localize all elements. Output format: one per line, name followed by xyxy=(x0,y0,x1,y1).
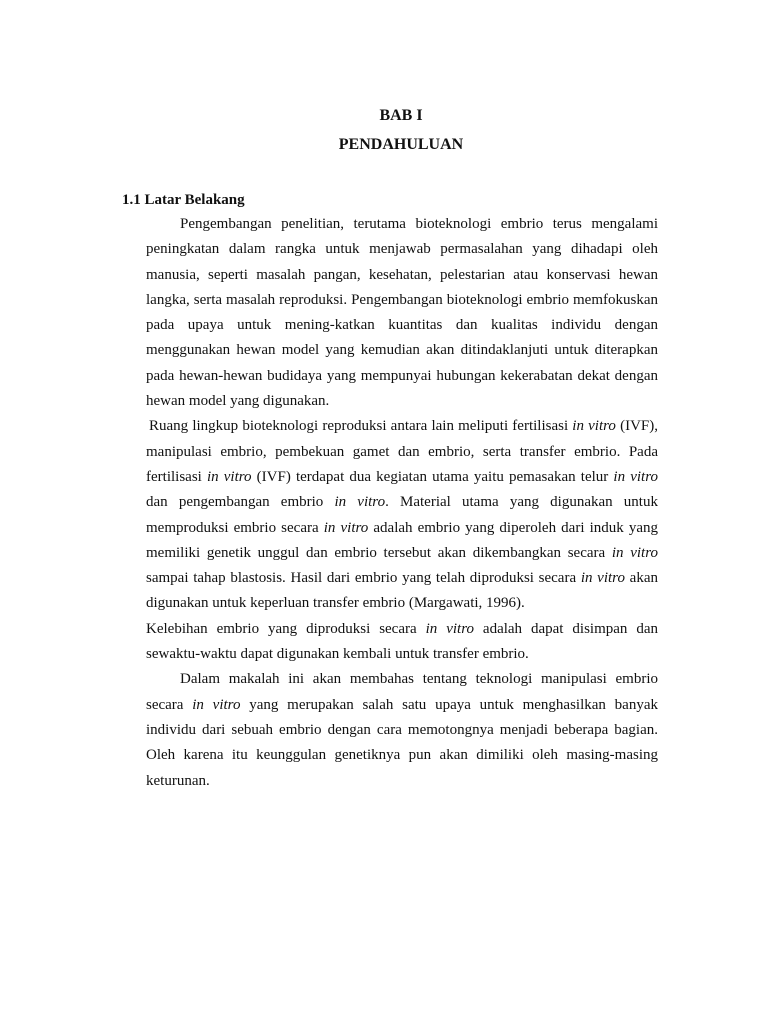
italic-term: in vitro xyxy=(334,494,386,511)
italic-term: in vitro xyxy=(611,544,658,561)
italic-term: in vitro xyxy=(613,468,658,485)
paragraph-text: (IVF), manipulasi embrio, pembekuan gamet dan embrio, serta transfer embrio. Pada fertilisasi xyxy=(146,418,659,485)
body-text xyxy=(146,212,658,794)
paragraph-1: Pengembangan penelitian, terutama bioteknologi embrio terus mengalami peningkatan dalam rangka untuk menjawab permasalahan yang dihadapi oleh manusia, seperti masalah pangan, kesehatan, pelestarian atau konservasi hewan langka, serta masalah reproduksi. Pengembangan bioteknologi embrio memfokuskan pada upaya untuk mening-katkan kuantitas dan kualitas individu dengan menggunakan hewan model yang kemudian akan ditindaklanjuti untuk diterapkan pada hewan-hewan budidaya yang mempunyai hubungan kekerabatan dekat dengan hewan model yang digunakan. xyxy=(146,216,658,410)
section-heading: 1.1 Latar Belakang xyxy=(122,192,245,208)
italic-term: in vitro xyxy=(192,696,241,713)
paragraph-text: adalah dapat disimpan dan sewaktu-waktu dapat digunakan kembali untuk transfer embrio. xyxy=(146,620,659,663)
paragraph-3 xyxy=(146,617,658,668)
paragraph-text: yang merupakan salah satu upaya untuk menghasilkan banyak individu dari sebuah embrio dengan cara memotongnya menjadi beberapa bagian. Oleh karena itu keunggulan genetiknya pun akan dimiliki oleh masing-masing keturunan. xyxy=(146,696,658,789)
chapter-number: BAB I xyxy=(379,107,423,124)
paragraph-2 xyxy=(146,414,658,616)
italic-term: in vitro xyxy=(580,570,625,587)
paragraph-text: (IVF) terdapat dua kegiatan utama yaitu pemasakan telur xyxy=(251,468,614,485)
paragraph-text: adalah embrio yang diperoleh dari induk yang memiliki genetik unggul dan embrio tersebut akan dikembangkan secara xyxy=(146,519,659,561)
italic-term: in vitro xyxy=(206,468,252,485)
paragraph-text: akan digunakan untuk keperluan transfer embrio (Margawati, 1996). xyxy=(146,570,658,612)
paragraph-text: Dalam makalah ini akan membahas tentang teknologi manipulasi embrio secara xyxy=(146,671,658,713)
italic-term: in vitro xyxy=(425,620,474,637)
paragraph-text: Ruang lingkup bioteknologi reproduksi antara lain meliputi fertilisasi xyxy=(149,418,573,435)
chapter-title: PENDAHULUAN xyxy=(338,136,464,153)
paragraph-text: . Material utama yang digunakan untuk memproduksi embrio secara xyxy=(146,494,658,536)
paragraph-text: Kelebihan embrio yang diproduksi secara xyxy=(146,620,426,637)
paragraph-4 xyxy=(146,667,658,793)
italic-term: in vitro xyxy=(572,418,616,435)
paragraph-text: dan pengembangan embrio xyxy=(146,494,335,511)
italic-term: in vitro xyxy=(323,519,369,536)
paragraph-text: sampai tahap blastosis. Hasil dari embrio yang telah diproduksi secara xyxy=(146,570,581,587)
